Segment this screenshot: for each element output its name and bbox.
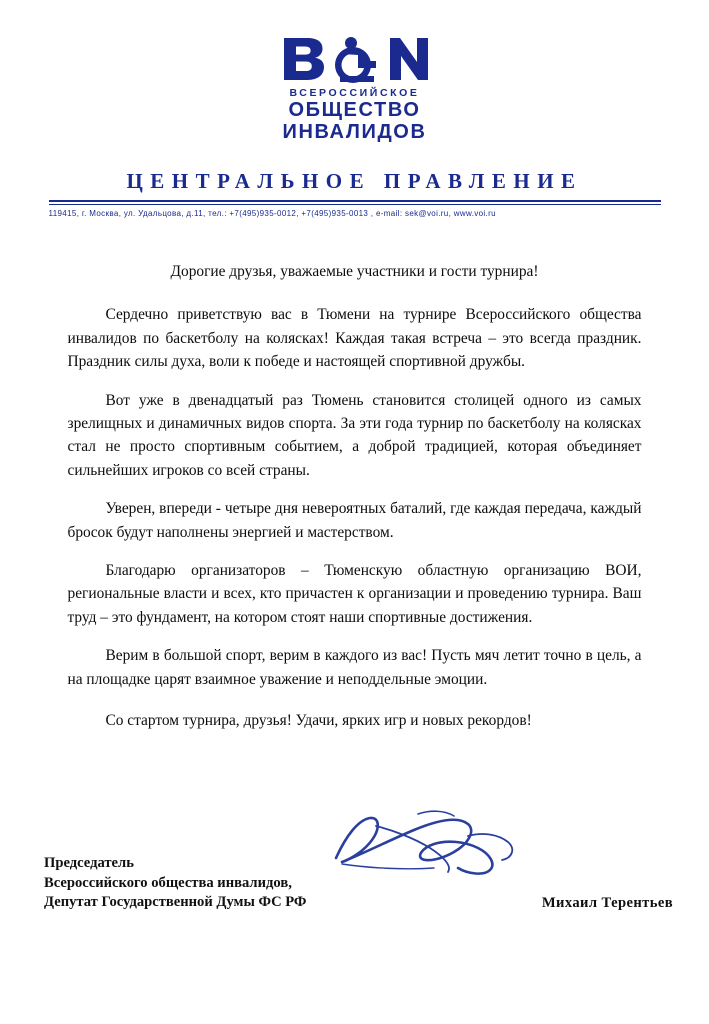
letterhead-divider-thick — [49, 200, 661, 202]
organization-name-line1: ВСЕРОССИЙСКОЕ — [289, 87, 420, 99]
organization-name — [280, 88, 430, 143]
letter-paragraph-2: Вот уже в двенадцатый раз Тюмень становится столицей одного из самых зрелищных и динамичных видов спорта. За эти года турнир по баскетболу на коляcках стал не просто спортивным событием, а доброй традицией, которая объединяет сильнейших игроков со всей страны. — [67, 391, 642, 479]
letterhead-contacts: 119415, г. Москва, ул. Удальцова, д.11, тел.: +7(495)935-0012, +7(495)935-0013 , e-mail: sek@voi.ru, www.voi.ru — [48, 209, 496, 219]
letter-paragraph-5: Верим в большой спорт, верим в каждого из вас! Пусть мяч летит точно в цель, а на площадке царят взаимное уважение и неподдельные эмоции. — [67, 647, 642, 688]
letterhead-divider-thin — [49, 204, 661, 205]
letter-paragraph-1: Сердечно приветствую вас в Тюмени на турнире Всероссийского общества инвалидов по баскетболу на коляcках! Каждая такая встреча – это всегда праздник. Праздник силы духа, воли к победе и настоящей спортивной дружбы. — [67, 306, 642, 371]
letter-body — [68, 260, 642, 733]
letter-closing: Со стартом турнира, друзья! Удачи, ярких игр и новых рекордов! — [105, 712, 532, 730]
letter-salutation: Дорогие друзья, уважаемые участники и гости турнира! — [170, 263, 539, 281]
letterhead — [0, 0, 709, 218]
letter-paragraph-4: Благодарю организаторов – Тюменскую областную организацию ВОИ, региональные власти и всех, кто причастен к организации и проведению турнира. Ваш труд – это фундамент, на котором стоят наши спортивные достижения. — [67, 562, 642, 626]
signatory-name: Михаил Терентьев — [541, 895, 673, 911]
handwritten-signature-icon — [318, 796, 548, 896]
signatory-title-line1: Председатель — [44, 855, 134, 872]
signatory-title-line3: Депутат Государственной Думы ФС РФ — [44, 893, 307, 910]
signatory-titles — [44, 854, 306, 912]
voi-wheelchair-logo-icon — [280, 34, 430, 86]
letter-paragraph-3: Уверен, впереди - четыре дня невероятных баталий, где каждая передача, каждый броcок будут наполнены энергией и мастерством. — [67, 500, 642, 541]
signature-block — [0, 810, 709, 930]
central-board-title: ЦЕНТРАЛЬНОЕ ПРАВЛЕНИЕ — [126, 169, 583, 194]
organization-name-line2: ОБЩЕСТВО — [288, 99, 421, 122]
organization-logo — [280, 34, 430, 143]
organization-name-line3: ИНВАЛИДОВ — [282, 121, 427, 144]
signatory-title-line2: Всероссийского общества инвалидов, — [44, 874, 292, 891]
